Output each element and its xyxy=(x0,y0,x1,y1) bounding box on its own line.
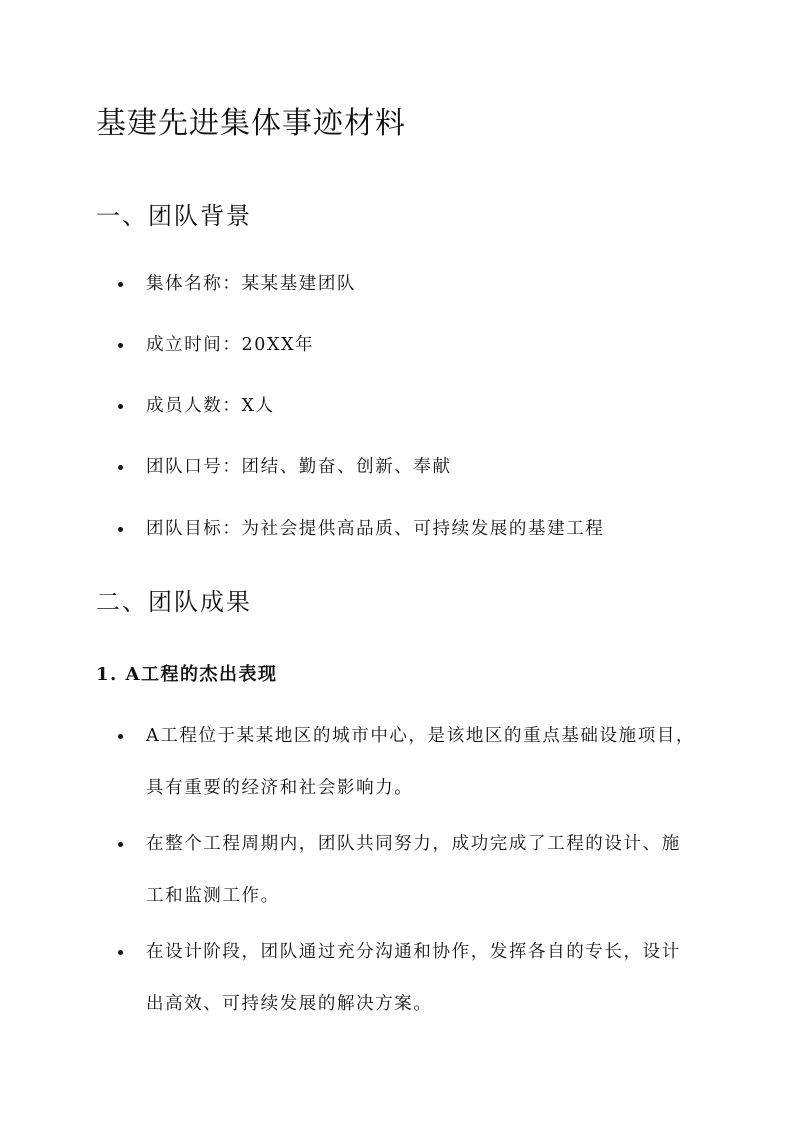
bullet-icon xyxy=(118,527,123,532)
list-item xyxy=(118,818,698,922)
list-item xyxy=(118,441,698,493)
list-item-text: 集体名称：某某基建团队 xyxy=(146,274,357,294)
list-item-text: 在设计阶段，团队通过充分沟通和协作，发挥各自的专长，设计出高效、可持续发展的解决方案。 xyxy=(146,942,681,1014)
bullet-icon xyxy=(118,404,123,409)
list-item-text: A工程位于某某地区的城市中心，是该地区的重点基础设施项目，具有重要的经济和社会影响力。 xyxy=(146,726,696,798)
bullet-icon xyxy=(118,842,123,847)
list-item xyxy=(118,710,698,814)
bullet-icon xyxy=(118,950,123,955)
bullet-icon xyxy=(118,343,123,348)
list-item-text: 团队目标：为社会提供高品质、可持续发展的基建工程 xyxy=(146,519,605,539)
bullet-icon xyxy=(118,734,123,739)
list-item xyxy=(118,926,698,1030)
list-item xyxy=(118,258,698,310)
subsection-heading: 1. A工程的杰出表现 xyxy=(96,664,278,685)
list-item-text: 在整个工程周期内，团队共同努力，成功完成了工程的设计、施工和监测工作。 xyxy=(146,834,681,906)
list-item-text: 成员人数：X人 xyxy=(146,396,275,416)
bullet-icon xyxy=(118,465,123,470)
list-item xyxy=(118,503,698,555)
list-item xyxy=(118,380,698,432)
list-item-text: 团队口号：团结、勤奋、创新、奉献 xyxy=(146,457,452,477)
section-heading-team-achievements: 二、团队成果 xyxy=(96,588,252,616)
section-heading-team-background: 一、团队背景 xyxy=(96,202,252,230)
list-item-text: 成立时间：20XX年 xyxy=(146,335,315,355)
list-item xyxy=(118,319,698,371)
bullet-icon xyxy=(118,282,123,287)
document-title: 基建先进集体事迹材料 xyxy=(96,106,406,141)
